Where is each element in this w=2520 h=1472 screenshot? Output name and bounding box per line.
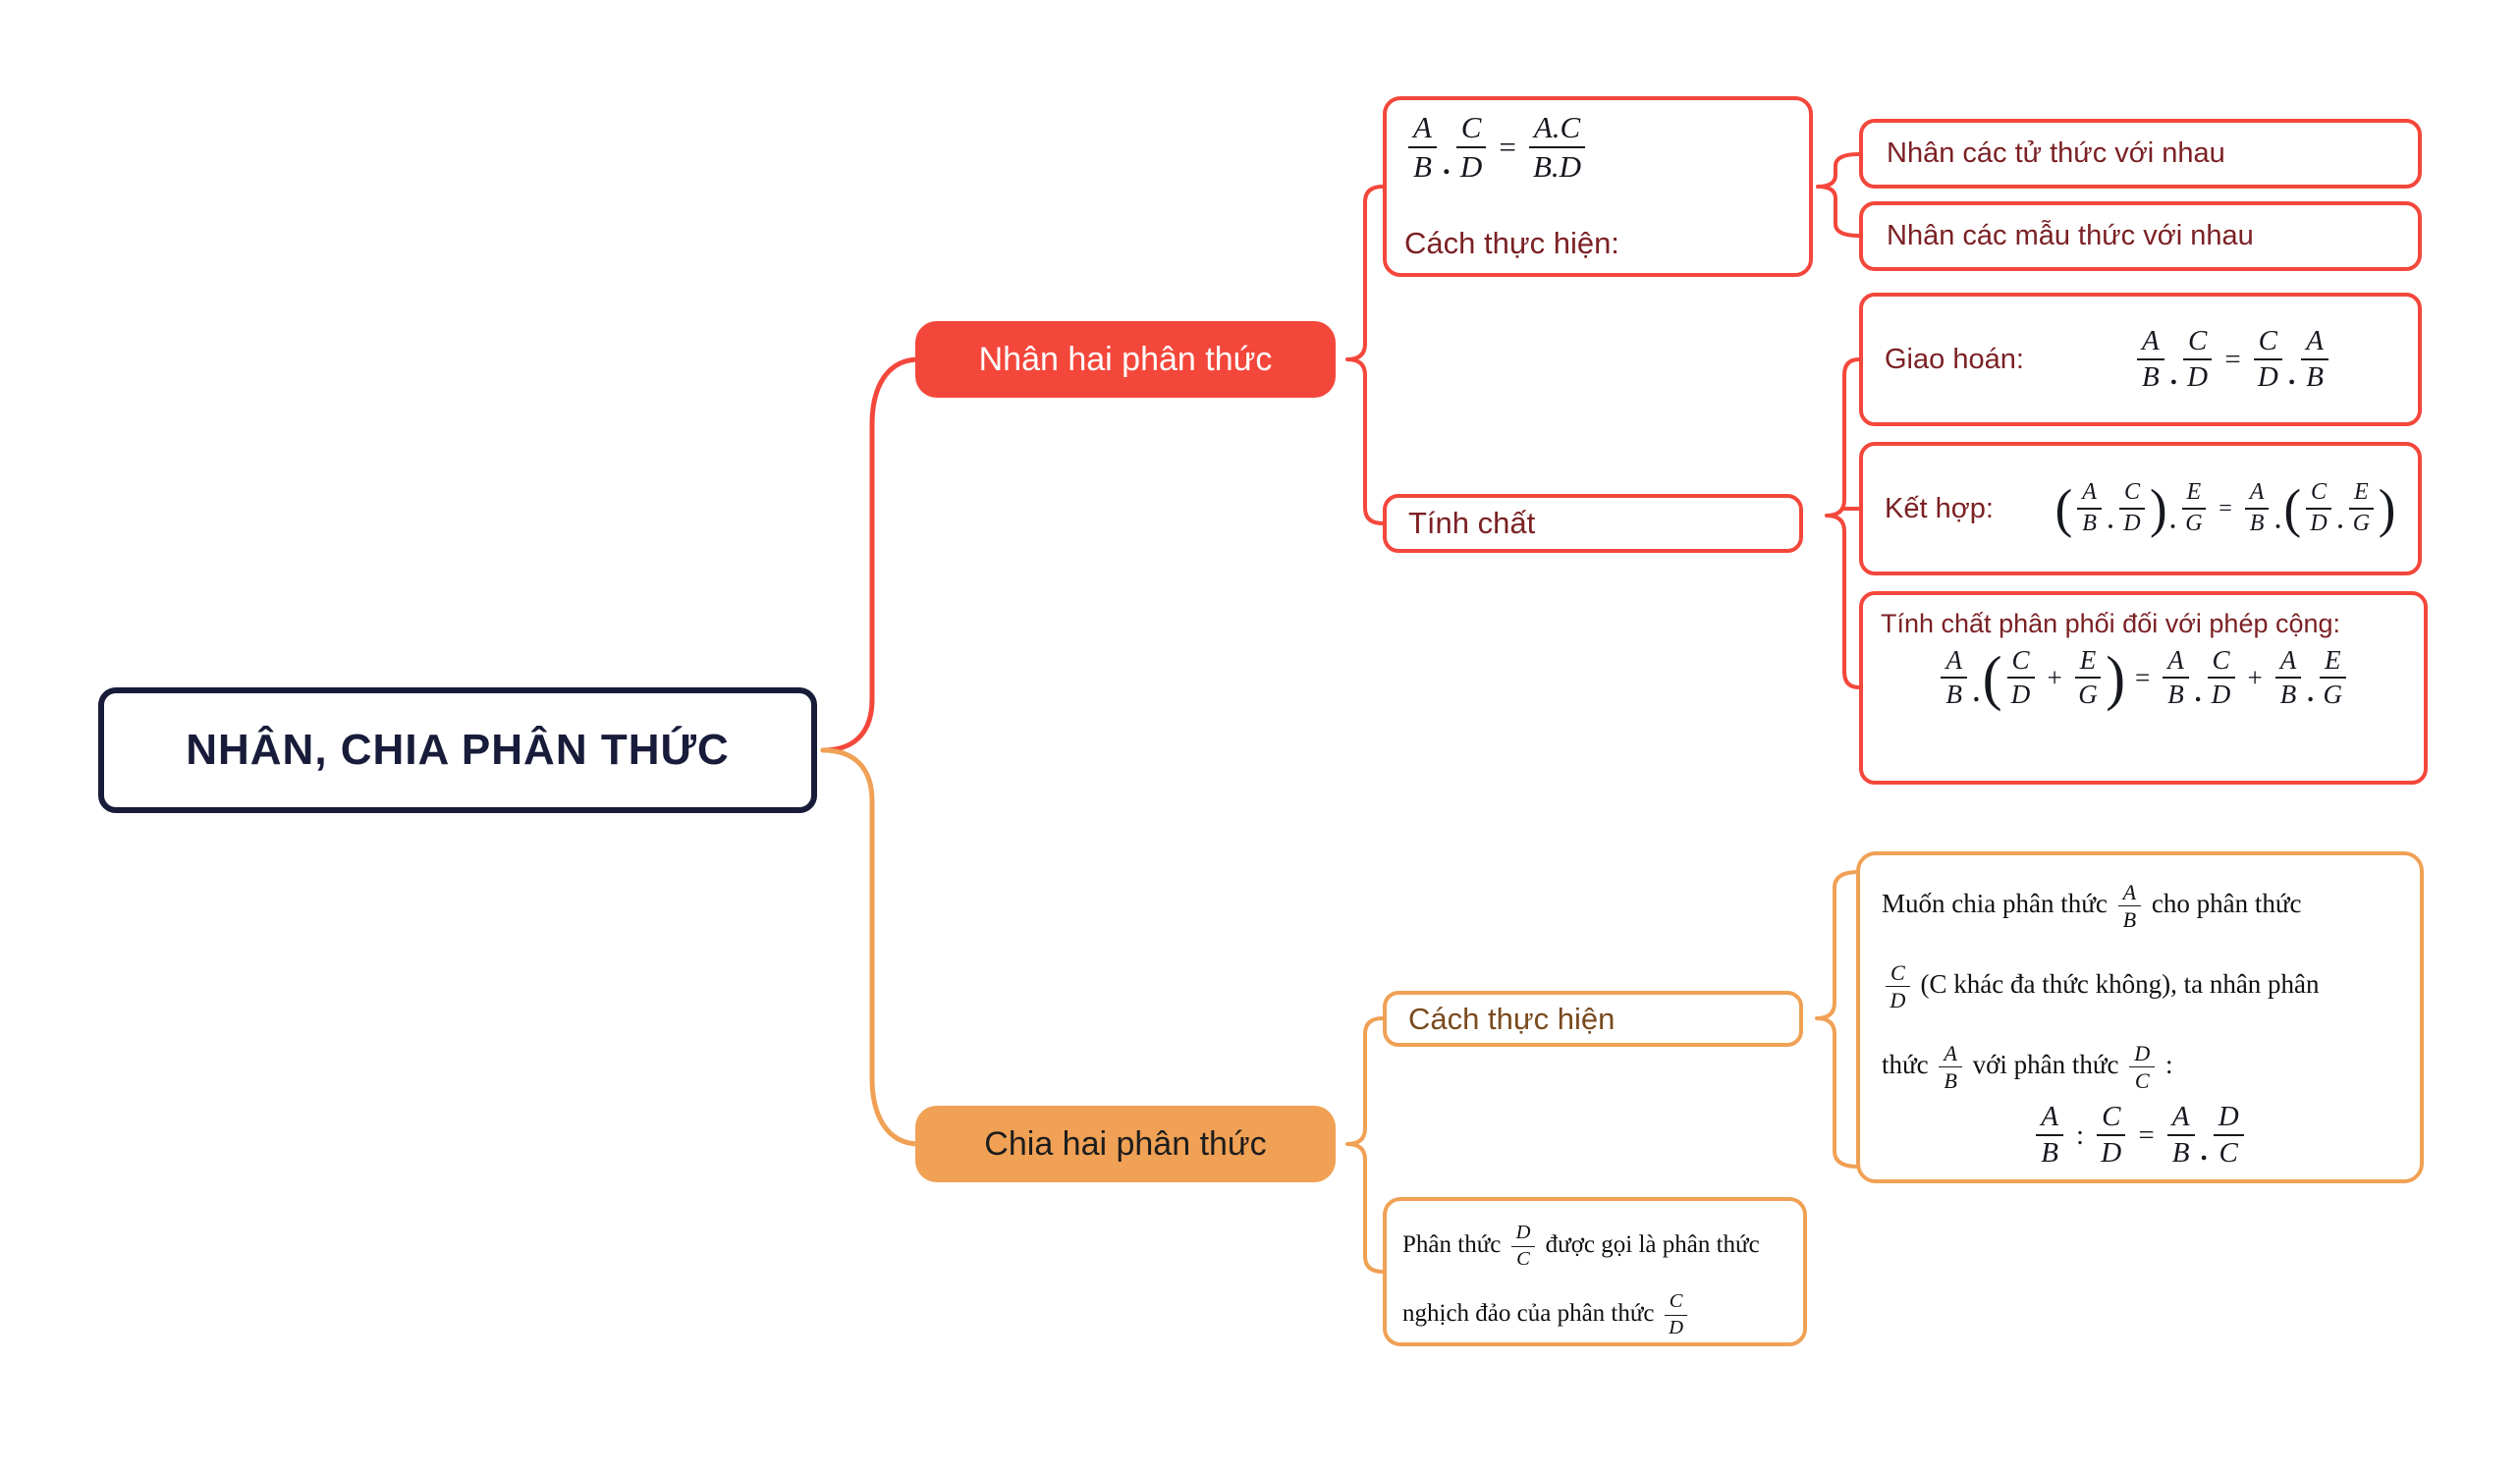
connector-root-to-multiply [823, 359, 919, 750]
distributive-label: Tính chất phân phối đối với phép cộng: [1881, 609, 2341, 638]
node-multiply-label: Nhân hai phân thức [978, 340, 1273, 378]
associative-formula: ( $\frac{A}{B}$ . $\frac{C}{D}$ ) . $\frac{E}{G}$ = $\frac{A}{B}$ .( $\frac{C}{D}$ . $\frac{E}{G}$ ) [2054, 478, 2396, 539]
box-step-denominators [1859, 201, 2422, 271]
multiply-howto-label: Cách thực hiện: [1404, 226, 1619, 260]
box-commutative [1859, 293, 2422, 426]
box-divide-rule [1856, 851, 2424, 1183]
associative-label: Kết hợp: [1885, 492, 1994, 524]
brace-divide-children [1347, 1018, 1383, 1272]
box-reciprocal-note [1383, 1197, 1807, 1346]
step-denominators-label: Nhân các mẫu thức với nhau [1887, 220, 2254, 251]
divide-rule-text: Muốn chia phân thức $\frac{A}{B}$ cho phân thức $\frac{C}{D}$ (C khác đa thức không), ta nhân phân thức $\frac{A}{B}$ với phân thức $\frac{D}{C}$ : [1882, 879, 2320, 1094]
multiply-formula: $\frac{A}{B}$ . $\frac{C}{D}$ = $\frac{A.C}{B.D}$ [1404, 110, 1791, 184]
box-properties [1383, 494, 1803, 553]
node-multiply [915, 321, 1336, 398]
node-divide [915, 1106, 1336, 1182]
properties-label: Tính chất [1408, 506, 1536, 540]
brace-divide-rule [1817, 872, 1858, 1167]
distributive-formula: $\frac{A}{B}$ .( $\frac{C}{D}$ + $\frac{E}{G}$ ) = $\frac{A}{B}$ . $\frac{C}{D}$ + $\frac{A}{B}$ . $\frac{E}{G}$ [1881, 645, 2406, 710]
box-distributive [1859, 591, 2428, 785]
box-step-numerators [1859, 119, 2422, 189]
commutative-formula: $\frac{A}{B}$ . $\frac{C}{D}$ = $\frac{C}{D}$ . $\frac{A}{B}$ [2061, 325, 2404, 395]
node-divide-label: Chia hai phân thức [984, 1124, 1267, 1163]
root-title: NHÂN, CHIA PHÂN THỨC [186, 726, 730, 774]
divide-howto-label: Cách thực hiện [1408, 1001, 1616, 1036]
brace-howto-steps [1818, 154, 1859, 236]
connector-root-to-divide [823, 750, 919, 1144]
brace-multiply-children [1347, 187, 1383, 523]
divide-rule-formula: $\frac{A}{B}$ : $\frac{C}{D}$ = $\frac{A}{B}$ . $\frac{D}{C}$ [1882, 1101, 2398, 1171]
step-numerators-label: Nhân các tử thức với nhau [1887, 137, 2225, 169]
box-multiply-howto [1383, 96, 1813, 277]
box-associative [1859, 442, 2422, 575]
commutative-label: Giao hoán: [1885, 343, 2024, 375]
reciprocal-note-text: Phân thức $\frac{D}{C}$ được gọi là phân thức nghịch đảo của phân thức $\frac{C}{D}$ [1402, 1222, 1760, 1338]
root-node [98, 687, 817, 813]
box-divide-howto [1383, 991, 1803, 1047]
brace-properties [1827, 359, 1859, 687]
